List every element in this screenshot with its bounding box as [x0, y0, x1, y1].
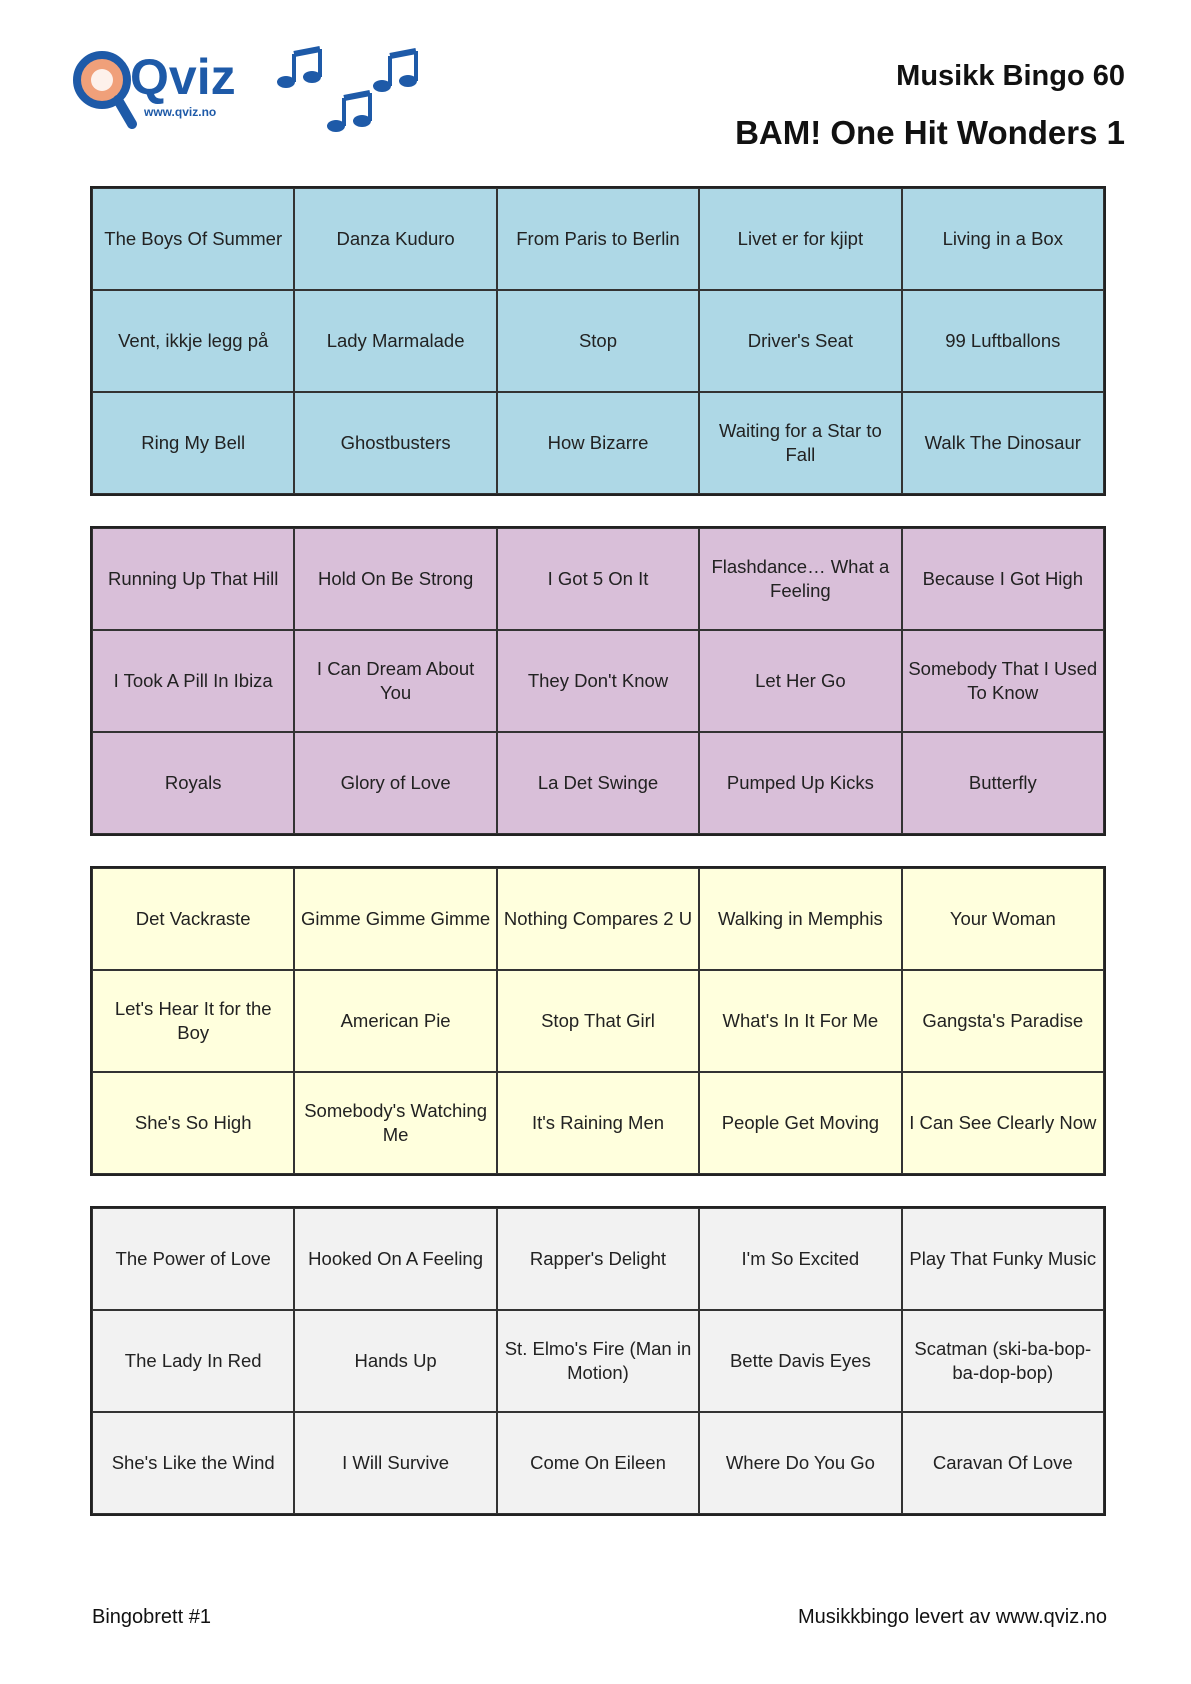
bingo-cell: They Don't Know — [497, 630, 699, 732]
bingo-cell: Waiting for a Star to Fall — [699, 392, 901, 494]
page-title: BAM! One Hit Wonders 1 — [735, 114, 1125, 151]
bingo-cell: Det Vackraste — [92, 868, 294, 970]
bingo-cell: It's Raining Men — [497, 1072, 699, 1174]
bingo-cell: Let Her Go — [699, 630, 901, 732]
footer-credit: Musikkbingo levert av www.qviz.no — [797, 1606, 1107, 1628]
bingo-cell: Livet er for kjipt — [699, 188, 901, 290]
bingo-cell: American Pie — [294, 970, 496, 1072]
bingo-cell: Where Do You Go — [699, 1412, 901, 1514]
bingo-cell: Hooked On A Feeling — [294, 1208, 496, 1310]
bingo-cell: Bette Davis Eyes — [699, 1310, 901, 1412]
bingo-cell: The Lady In Red — [92, 1310, 294, 1412]
bingo-cell: Your Woman — [902, 868, 1104, 970]
bingo-cell: Walk The Dinosaur — [902, 392, 1104, 494]
music-note-icon — [373, 51, 417, 92]
bingo-cell: Somebody's Watching Me — [294, 1072, 496, 1174]
music-note-icon — [327, 93, 371, 132]
bingo-cell: 99 Luftballons — [902, 290, 1104, 392]
bingo-cell: Rapper's Delight — [497, 1208, 699, 1310]
bingo-cell: St. Elmo's Fire (Man in Motion) — [497, 1310, 699, 1412]
bingo-cell: Glory of Love — [294, 732, 496, 834]
bingo-board — [90, 866, 1106, 1176]
bingo-cell: Royals — [92, 732, 294, 834]
bingo-cell: I Can Dream About You — [294, 630, 496, 732]
bingo-cell: People Get Moving — [699, 1072, 901, 1174]
bingo-cell: I Can See Clearly Now — [902, 1072, 1104, 1174]
bingo-cell: Hold On Be Strong — [294, 528, 496, 630]
bingo-cell: Stop — [497, 290, 699, 392]
music-note-icon — [277, 49, 321, 88]
page-subtitle: Musikk Bingo 60 — [896, 60, 1125, 92]
logo-text: Qviz — [130, 49, 236, 105]
bingo-cell: La Det Swinge — [497, 732, 699, 834]
board-number: Bingobrett #1 — [92, 1606, 211, 1628]
bingo-cell: She's Like the Wind — [92, 1412, 294, 1514]
bingo-cell: Let's Hear It for the Boy — [92, 970, 294, 1072]
bingo-cell: I Got 5 On It — [497, 528, 699, 630]
bingo-cell: Butterfly — [902, 732, 1104, 834]
bingo-cell: Vent, ikkje legg på — [92, 290, 294, 392]
bingo-cell: I Will Survive — [294, 1412, 496, 1514]
logo-url: www.qviz.no — [144, 105, 217, 119]
bingo-cell: Walking in Memphis — [699, 868, 901, 970]
bingo-cell: Nothing Compares 2 U — [497, 868, 699, 970]
bingo-cell: Gangsta's Paradise — [902, 970, 1104, 1072]
bingo-cell: Danza Kuduro — [294, 188, 496, 290]
bingo-cell: I'm So Excited — [699, 1208, 901, 1310]
bingo-cell: She's So High — [92, 1072, 294, 1174]
bingo-cell: Lady Marmalade — [294, 290, 496, 392]
bingo-cell: The Power of Love — [92, 1208, 294, 1310]
bingo-cell: Gimme Gimme Gimme — [294, 868, 496, 970]
bingo-cell: What's In It For Me — [699, 970, 901, 1072]
bingo-cell: I Took A Pill In Ibiza — [92, 630, 294, 732]
bingo-cell: Come On Eileen — [497, 1412, 699, 1514]
bingo-cell: Pumped Up Kicks — [699, 732, 901, 834]
qviz-logo — [72, 44, 252, 144]
bingo-cell: Flashdance… What a Feeling — [699, 528, 901, 630]
bingo-board — [90, 186, 1106, 496]
bingo-cell: How Bizarre — [497, 392, 699, 494]
bingo-cell: From Paris to Berlin — [497, 188, 699, 290]
bingo-cell: The Boys Of Summer — [92, 188, 294, 290]
bingo-cell: Caravan Of Love — [902, 1412, 1104, 1514]
bingo-cell: Scatman (ski-ba-bop-ba-dop-bop) — [902, 1310, 1104, 1412]
bingo-cell: Running Up That Hill — [92, 528, 294, 630]
bingo-cell: Living in a Box — [902, 188, 1104, 290]
bingo-cell: Ghostbusters — [294, 392, 496, 494]
bingo-board — [90, 1206, 1106, 1516]
bingo-cell: Because I Got High — [902, 528, 1104, 630]
bingo-cell: Ring My Bell — [92, 392, 294, 494]
bingo-cell: Driver's Seat — [699, 290, 901, 392]
magnifier-icon — [77, 55, 132, 124]
bingo-cell: Stop That Girl — [497, 970, 699, 1072]
bingo-board — [90, 526, 1106, 836]
bingo-cell: Play That Funky Music — [902, 1208, 1104, 1310]
music-notes-icon — [272, 44, 452, 154]
bingo-cell: Somebody That I Used To Know — [902, 630, 1104, 732]
bingo-cell: Hands Up — [294, 1310, 496, 1412]
